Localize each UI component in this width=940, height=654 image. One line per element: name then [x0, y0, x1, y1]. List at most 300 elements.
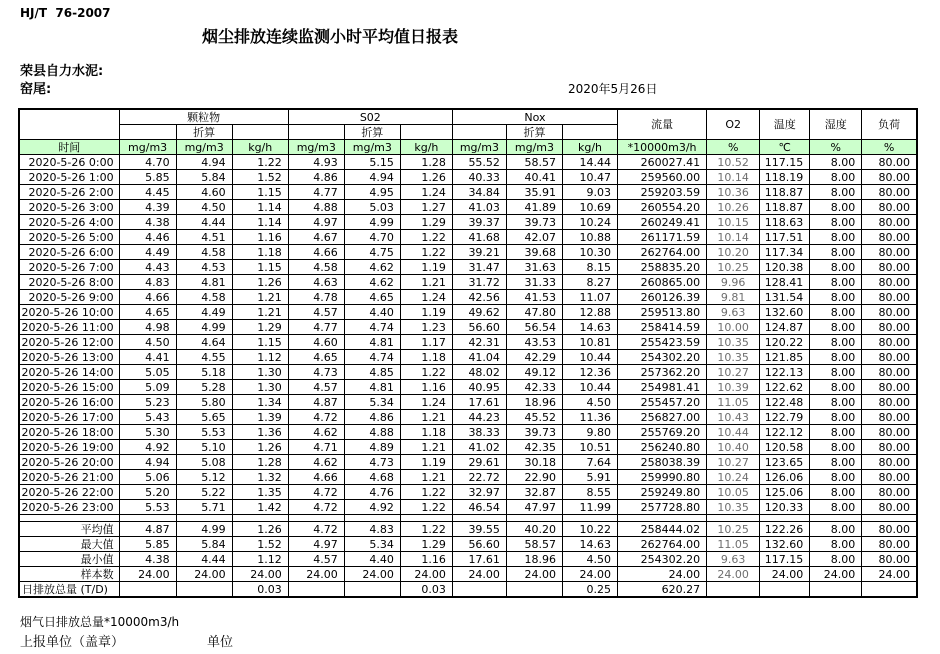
value-cell: 1.15 — [232, 335, 288, 350]
unit-cell: mg/m3 — [176, 140, 232, 155]
time-cell: 2020-5-26 15:00 — [19, 380, 119, 395]
value-cell: 1.28 — [232, 455, 288, 470]
empty-cell — [862, 515, 917, 522]
value-cell: 40.41 — [506, 170, 562, 185]
value-cell: 80.00 — [862, 455, 917, 470]
value-cell: 22.90 — [506, 470, 562, 485]
value-cell: 117.15 — [760, 155, 810, 170]
value-cell: 8.00 — [810, 365, 862, 380]
value-cell: 32.87 — [506, 485, 562, 500]
value-cell: 0.03 — [232, 582, 288, 598]
value-cell: 254302.20 — [618, 552, 707, 567]
value-cell: 117.34 — [760, 245, 810, 260]
value-cell: 4.86 — [344, 410, 400, 425]
table-row — [19, 335, 917, 350]
value-cell: 45.52 — [506, 410, 562, 425]
blank-cell — [232, 125, 288, 140]
col-header-flow: 流量 — [618, 109, 707, 140]
value-cell: 260554.20 — [618, 200, 707, 215]
value-cell: 4.78 — [288, 290, 344, 305]
value-cell: 24.00 — [562, 567, 617, 582]
monitoring-point: 窑尾: — [20, 82, 52, 97]
value-cell: 10.44 — [562, 350, 617, 365]
value-cell: 122.13 — [760, 365, 810, 380]
summary-label: 日排放总量 (T/D) — [19, 582, 119, 598]
value-cell: 41.89 — [506, 200, 562, 215]
value-cell: 10.47 — [562, 170, 617, 185]
unit-cell: *10000m3/h — [618, 140, 707, 155]
value-cell: 4.49 — [119, 245, 176, 260]
value-cell: 42.33 — [506, 380, 562, 395]
value-cell: 11.05 — [707, 537, 760, 552]
value-cell: 4.50 — [562, 395, 617, 410]
value-cell: 5.85 — [119, 537, 176, 552]
time-header-blank — [19, 109, 119, 140]
value-cell: 254981.41 — [618, 380, 707, 395]
value-cell: 10.27 — [707, 365, 760, 380]
value-cell: 5.53 — [176, 425, 232, 440]
value-cell: 80.00 — [862, 395, 917, 410]
value-cell: 255769.20 — [618, 425, 707, 440]
value-cell: 58.57 — [506, 537, 562, 552]
value-cell: 125.06 — [760, 485, 810, 500]
value-cell: 4.99 — [176, 522, 232, 537]
group-header-so2: S02 — [288, 109, 452, 125]
value-cell: 8.00 — [810, 455, 862, 470]
value-cell: 259203.59 — [618, 185, 707, 200]
table-row — [19, 230, 917, 245]
value-cell — [707, 582, 760, 598]
value-cell: 8.00 — [810, 335, 862, 350]
value-cell: 4.58 — [176, 290, 232, 305]
value-cell: 620.27 — [618, 582, 707, 598]
group-header-nox: Nox — [452, 109, 617, 125]
time-cell: 2020-5-26 4:00 — [19, 215, 119, 230]
value-cell: 1.29 — [232, 320, 288, 335]
value-cell: 10.69 — [562, 200, 617, 215]
value-cell: 8.00 — [810, 185, 862, 200]
value-cell: 80.00 — [862, 410, 917, 425]
value-cell: 1.15 — [232, 260, 288, 275]
value-cell: 4.50 — [119, 335, 176, 350]
blank-cell — [400, 125, 452, 140]
value-cell: 118.87 — [760, 185, 810, 200]
value-cell: 10.44 — [562, 380, 617, 395]
value-cell: 8.00 — [810, 440, 862, 455]
empty-cell — [707, 515, 760, 522]
blank-cell — [119, 125, 176, 140]
unit-label: 单位 — [207, 635, 234, 650]
value-cell: 10.52 — [707, 155, 760, 170]
value-cell: 17.61 — [452, 552, 506, 567]
time-cell: 2020-5-26 18:00 — [19, 425, 119, 440]
value-cell: 122.62 — [760, 380, 810, 395]
value-cell: 55.52 — [452, 155, 506, 170]
value-cell: 10.25 — [707, 522, 760, 537]
value-cell: 80.00 — [862, 260, 917, 275]
empty-cell — [176, 515, 232, 522]
value-cell: 1.35 — [232, 485, 288, 500]
value-cell: 4.38 — [119, 552, 176, 567]
value-cell: 10.39 — [707, 380, 760, 395]
value-cell: 126.06 — [760, 470, 810, 485]
value-cell: 4.65 — [288, 350, 344, 365]
value-cell: 24.00 — [176, 567, 232, 582]
value-cell: 4.98 — [119, 320, 176, 335]
value-cell — [760, 582, 810, 598]
empty-cell — [452, 515, 506, 522]
value-cell: 24.00 — [344, 567, 400, 582]
value-cell: 8.00 — [810, 395, 862, 410]
value-cell: 8.00 — [810, 155, 862, 170]
time-cell: 2020-5-26 23:00 — [19, 500, 119, 515]
value-cell: 261171.59 — [618, 230, 707, 245]
value-cell: 4.73 — [344, 455, 400, 470]
value-cell: 1.26 — [232, 440, 288, 455]
blank-cell — [452, 125, 506, 140]
unit-cell: % — [862, 140, 917, 155]
value-cell: 4.51 — [176, 230, 232, 245]
table-row — [19, 380, 917, 395]
value-cell: 1.16 — [400, 552, 452, 567]
value-cell: 4.45 — [119, 185, 176, 200]
value-cell: 259990.80 — [618, 470, 707, 485]
value-cell: 8.00 — [810, 485, 862, 500]
value-cell: 8.55 — [562, 485, 617, 500]
value-cell: 47.97 — [506, 500, 562, 515]
value-cell: 10.00 — [707, 320, 760, 335]
company-name: 荣县自力水泥: — [20, 64, 104, 79]
flue-gas-total-note: 烟气日排放总量*10000m3/h — [20, 615, 180, 629]
value-cell: 56.54 — [506, 320, 562, 335]
value-cell: 5.22 — [176, 485, 232, 500]
value-cell: 9.80 — [562, 425, 617, 440]
value-cell: 257362.20 — [618, 365, 707, 380]
value-cell: 4.46 — [119, 230, 176, 245]
value-cell: 1.14 — [232, 200, 288, 215]
converted-header-nox: 折算 — [506, 125, 562, 140]
value-cell: 1.24 — [400, 395, 452, 410]
value-cell: 4.57 — [288, 305, 344, 320]
table-row — [19, 440, 917, 455]
value-cell: 31.33 — [506, 275, 562, 290]
value-cell: 5.23 — [119, 395, 176, 410]
value-cell: 4.43 — [119, 260, 176, 275]
table-row — [19, 215, 917, 230]
value-cell: 1.12 — [232, 350, 288, 365]
value-cell: 42.31 — [452, 335, 506, 350]
value-cell: 4.38 — [119, 215, 176, 230]
value-cell: 5.80 — [176, 395, 232, 410]
value-cell: 8.00 — [810, 470, 862, 485]
header-row-groups — [19, 109, 917, 125]
value-cell: 117.15 — [760, 552, 810, 567]
value-cell: 80.00 — [862, 170, 917, 185]
value-cell: 4.41 — [119, 350, 176, 365]
value-cell: 24.00 — [862, 567, 917, 582]
value-cell: 10.30 — [562, 245, 617, 260]
table-row — [19, 170, 917, 185]
value-cell: 40.95 — [452, 380, 506, 395]
value-cell: 5.18 — [176, 365, 232, 380]
value-cell: 39.73 — [506, 215, 562, 230]
value-cell: 4.75 — [344, 245, 400, 260]
value-cell: 5.03 — [344, 200, 400, 215]
value-cell: 1.22 — [400, 230, 452, 245]
value-cell: 38.33 — [452, 425, 506, 440]
value-cell: 5.53 — [119, 500, 176, 515]
value-cell: 4.81 — [344, 380, 400, 395]
value-cell: 131.54 — [760, 290, 810, 305]
value-cell: 1.36 — [232, 425, 288, 440]
value-cell: 4.88 — [288, 200, 344, 215]
value-cell: 5.34 — [344, 537, 400, 552]
value-cell: 1.52 — [232, 170, 288, 185]
value-cell: 42.29 — [506, 350, 562, 365]
value-cell: 4.60 — [288, 335, 344, 350]
value-cell: 39.21 — [452, 245, 506, 260]
value-cell: 5.06 — [119, 470, 176, 485]
value-cell: 41.04 — [452, 350, 506, 365]
value-cell: 122.26 — [760, 522, 810, 537]
table-row — [19, 200, 917, 215]
value-cell: 256240.80 — [618, 440, 707, 455]
value-cell: 122.12 — [760, 425, 810, 440]
value-cell: 1.21 — [232, 290, 288, 305]
value-cell: 255457.20 — [618, 395, 707, 410]
value-cell: 5.08 — [176, 455, 232, 470]
value-cell: 46.54 — [452, 500, 506, 515]
value-cell: 1.19 — [400, 305, 452, 320]
value-cell: 24.00 — [119, 567, 176, 582]
unit-cell: mg/m3 — [119, 140, 176, 155]
value-cell: 8.15 — [562, 260, 617, 275]
value-cell: 10.81 — [562, 335, 617, 350]
value-cell: 17.61 — [452, 395, 506, 410]
value-cell: 9.81 — [707, 290, 760, 305]
value-cell: 4.93 — [288, 155, 344, 170]
table-row — [19, 260, 917, 275]
value-cell: 24.00 — [452, 567, 506, 582]
table-row — [19, 455, 917, 470]
table-row — [19, 290, 917, 305]
value-cell: 5.85 — [119, 170, 176, 185]
value-cell — [176, 582, 232, 598]
value-cell: 1.28 — [400, 155, 452, 170]
value-cell: 254302.20 — [618, 350, 707, 365]
value-cell: 4.60 — [176, 185, 232, 200]
value-cell: 1.22 — [400, 245, 452, 260]
value-cell: 259249.80 — [618, 485, 707, 500]
summary-row-daily-total — [19, 582, 917, 598]
value-cell: 122.79 — [760, 410, 810, 425]
data-body — [19, 155, 917, 598]
value-cell: 10.14 — [707, 170, 760, 185]
value-cell: 258835.20 — [618, 260, 707, 275]
value-cell: 4.85 — [344, 365, 400, 380]
value-cell: 1.12 — [232, 552, 288, 567]
value-cell: 1.24 — [400, 290, 452, 305]
value-cell: 1.16 — [232, 230, 288, 245]
value-cell: 31.63 — [506, 260, 562, 275]
value-cell: 4.62 — [288, 455, 344, 470]
value-cell: 5.91 — [562, 470, 617, 485]
value-cell: 40.20 — [506, 522, 562, 537]
value-cell: 47.80 — [506, 305, 562, 320]
value-cell: 1.18 — [400, 350, 452, 365]
value-cell: 80.00 — [862, 335, 917, 350]
value-cell: 1.19 — [400, 455, 452, 470]
value-cell: 41.03 — [452, 200, 506, 215]
value-cell: 4.40 — [344, 552, 400, 567]
value-cell: 9.03 — [562, 185, 617, 200]
value-cell: 1.22 — [400, 500, 452, 515]
value-cell: 4.66 — [119, 290, 176, 305]
spacer-row — [19, 515, 917, 522]
value-cell: 10.25 — [707, 260, 760, 275]
value-cell: 121.85 — [760, 350, 810, 365]
value-cell: 1.32 — [232, 470, 288, 485]
value-cell: 4.72 — [288, 410, 344, 425]
value-cell: 8.00 — [810, 305, 862, 320]
value-cell: 118.87 — [760, 200, 810, 215]
value-cell: 260126.39 — [618, 290, 707, 305]
value-cell: 4.72 — [288, 522, 344, 537]
value-cell: 118.63 — [760, 215, 810, 230]
empty-cell — [810, 515, 862, 522]
col-header-humidity: 湿度 — [810, 109, 862, 140]
value-cell: 128.41 — [760, 275, 810, 290]
value-cell: 0.03 — [400, 582, 452, 598]
value-cell: 31.72 — [452, 275, 506, 290]
value-cell: 4.77 — [288, 320, 344, 335]
value-cell: 10.35 — [707, 500, 760, 515]
value-cell: 8.00 — [810, 170, 862, 185]
value-cell: 9.63 — [707, 305, 760, 320]
time-cell: 2020-5-26 7:00 — [19, 260, 119, 275]
value-cell: 122.48 — [760, 395, 810, 410]
value-cell: 4.77 — [288, 185, 344, 200]
value-cell: 80.00 — [862, 200, 917, 215]
value-cell: 0.25 — [562, 582, 617, 598]
time-cell: 2020-5-26 8:00 — [19, 275, 119, 290]
value-cell: 80.00 — [862, 380, 917, 395]
value-cell: 4.57 — [288, 552, 344, 567]
value-cell: 1.18 — [232, 245, 288, 260]
value-cell: 4.58 — [176, 245, 232, 260]
value-cell: 42.35 — [506, 440, 562, 455]
value-cell — [862, 582, 917, 598]
value-cell: 260027.41 — [618, 155, 707, 170]
empty-cell — [618, 515, 707, 522]
value-cell: 4.99 — [176, 320, 232, 335]
value-cell: 4.74 — [344, 350, 400, 365]
value-cell: 10.05 — [707, 485, 760, 500]
value-cell: 260865.00 — [618, 275, 707, 290]
value-cell: 4.68 — [344, 470, 400, 485]
value-cell: 1.21 — [400, 470, 452, 485]
value-cell: 257728.80 — [618, 500, 707, 515]
value-cell: 4.71 — [288, 440, 344, 455]
value-cell: 80.00 — [862, 500, 917, 515]
value-cell: 4.67 — [288, 230, 344, 245]
value-cell: 1.19 — [400, 260, 452, 275]
value-cell: 80.00 — [862, 522, 917, 537]
value-cell: 5.34 — [344, 395, 400, 410]
col-header-temperature: 温度 — [760, 109, 810, 140]
value-cell: 4.63 — [288, 275, 344, 290]
value-cell: 4.53 — [176, 260, 232, 275]
value-cell: 4.81 — [344, 335, 400, 350]
value-cell: 24.00 — [707, 567, 760, 582]
value-cell: 1.30 — [232, 380, 288, 395]
table-row — [19, 410, 917, 425]
col-header-o2: O2 — [707, 109, 760, 140]
value-cell: 24.00 — [760, 567, 810, 582]
value-cell: 11.05 — [707, 395, 760, 410]
value-cell: 4.64 — [176, 335, 232, 350]
value-cell: 4.76 — [344, 485, 400, 500]
value-cell: 258414.59 — [618, 320, 707, 335]
unit-cell: kg/h — [400, 140, 452, 155]
value-cell: 14.63 — [562, 537, 617, 552]
value-cell: 4.66 — [288, 245, 344, 260]
value-cell: 1.17 — [400, 335, 452, 350]
table-header — [19, 109, 917, 155]
empty-cell — [506, 515, 562, 522]
value-cell: 1.22 — [400, 485, 452, 500]
value-cell: 8.00 — [810, 290, 862, 305]
value-cell: 10.36 — [707, 185, 760, 200]
summary-row-samples — [19, 567, 917, 582]
value-cell: 4.72 — [288, 485, 344, 500]
table-row — [19, 275, 917, 290]
value-cell: 8.00 — [810, 380, 862, 395]
time-header: 时间 — [19, 140, 119, 155]
value-cell: 5.15 — [344, 155, 400, 170]
value-cell: 10.22 — [562, 522, 617, 537]
value-cell: 5.71 — [176, 500, 232, 515]
value-cell: 1.21 — [400, 440, 452, 455]
value-cell: 256827.00 — [618, 410, 707, 425]
value-cell: 8.00 — [810, 200, 862, 215]
value-cell: 10.40 — [707, 440, 760, 455]
value-cell: 260249.41 — [618, 215, 707, 230]
value-cell: 5.84 — [176, 170, 232, 185]
value-cell: 1.39 — [232, 410, 288, 425]
value-cell: 24.00 — [506, 567, 562, 582]
value-cell: 8.00 — [810, 552, 862, 567]
unit-cell: ℃ — [760, 140, 810, 155]
time-cell: 2020-5-26 22:00 — [19, 485, 119, 500]
value-cell: 30.18 — [506, 455, 562, 470]
report-table — [18, 108, 918, 598]
value-cell: 1.15 — [232, 185, 288, 200]
value-cell: 4.88 — [344, 425, 400, 440]
value-cell: 8.00 — [810, 320, 862, 335]
value-cell: 1.29 — [400, 537, 452, 552]
value-cell: 5.43 — [119, 410, 176, 425]
value-cell: 5.20 — [119, 485, 176, 500]
value-cell: 4.92 — [344, 500, 400, 515]
value-cell: 4.97 — [288, 215, 344, 230]
empty-cell — [760, 515, 810, 522]
empty-cell — [119, 515, 176, 522]
value-cell — [288, 582, 344, 598]
empty-cell — [232, 515, 288, 522]
value-cell: 4.95 — [344, 185, 400, 200]
value-cell: 132.60 — [760, 305, 810, 320]
